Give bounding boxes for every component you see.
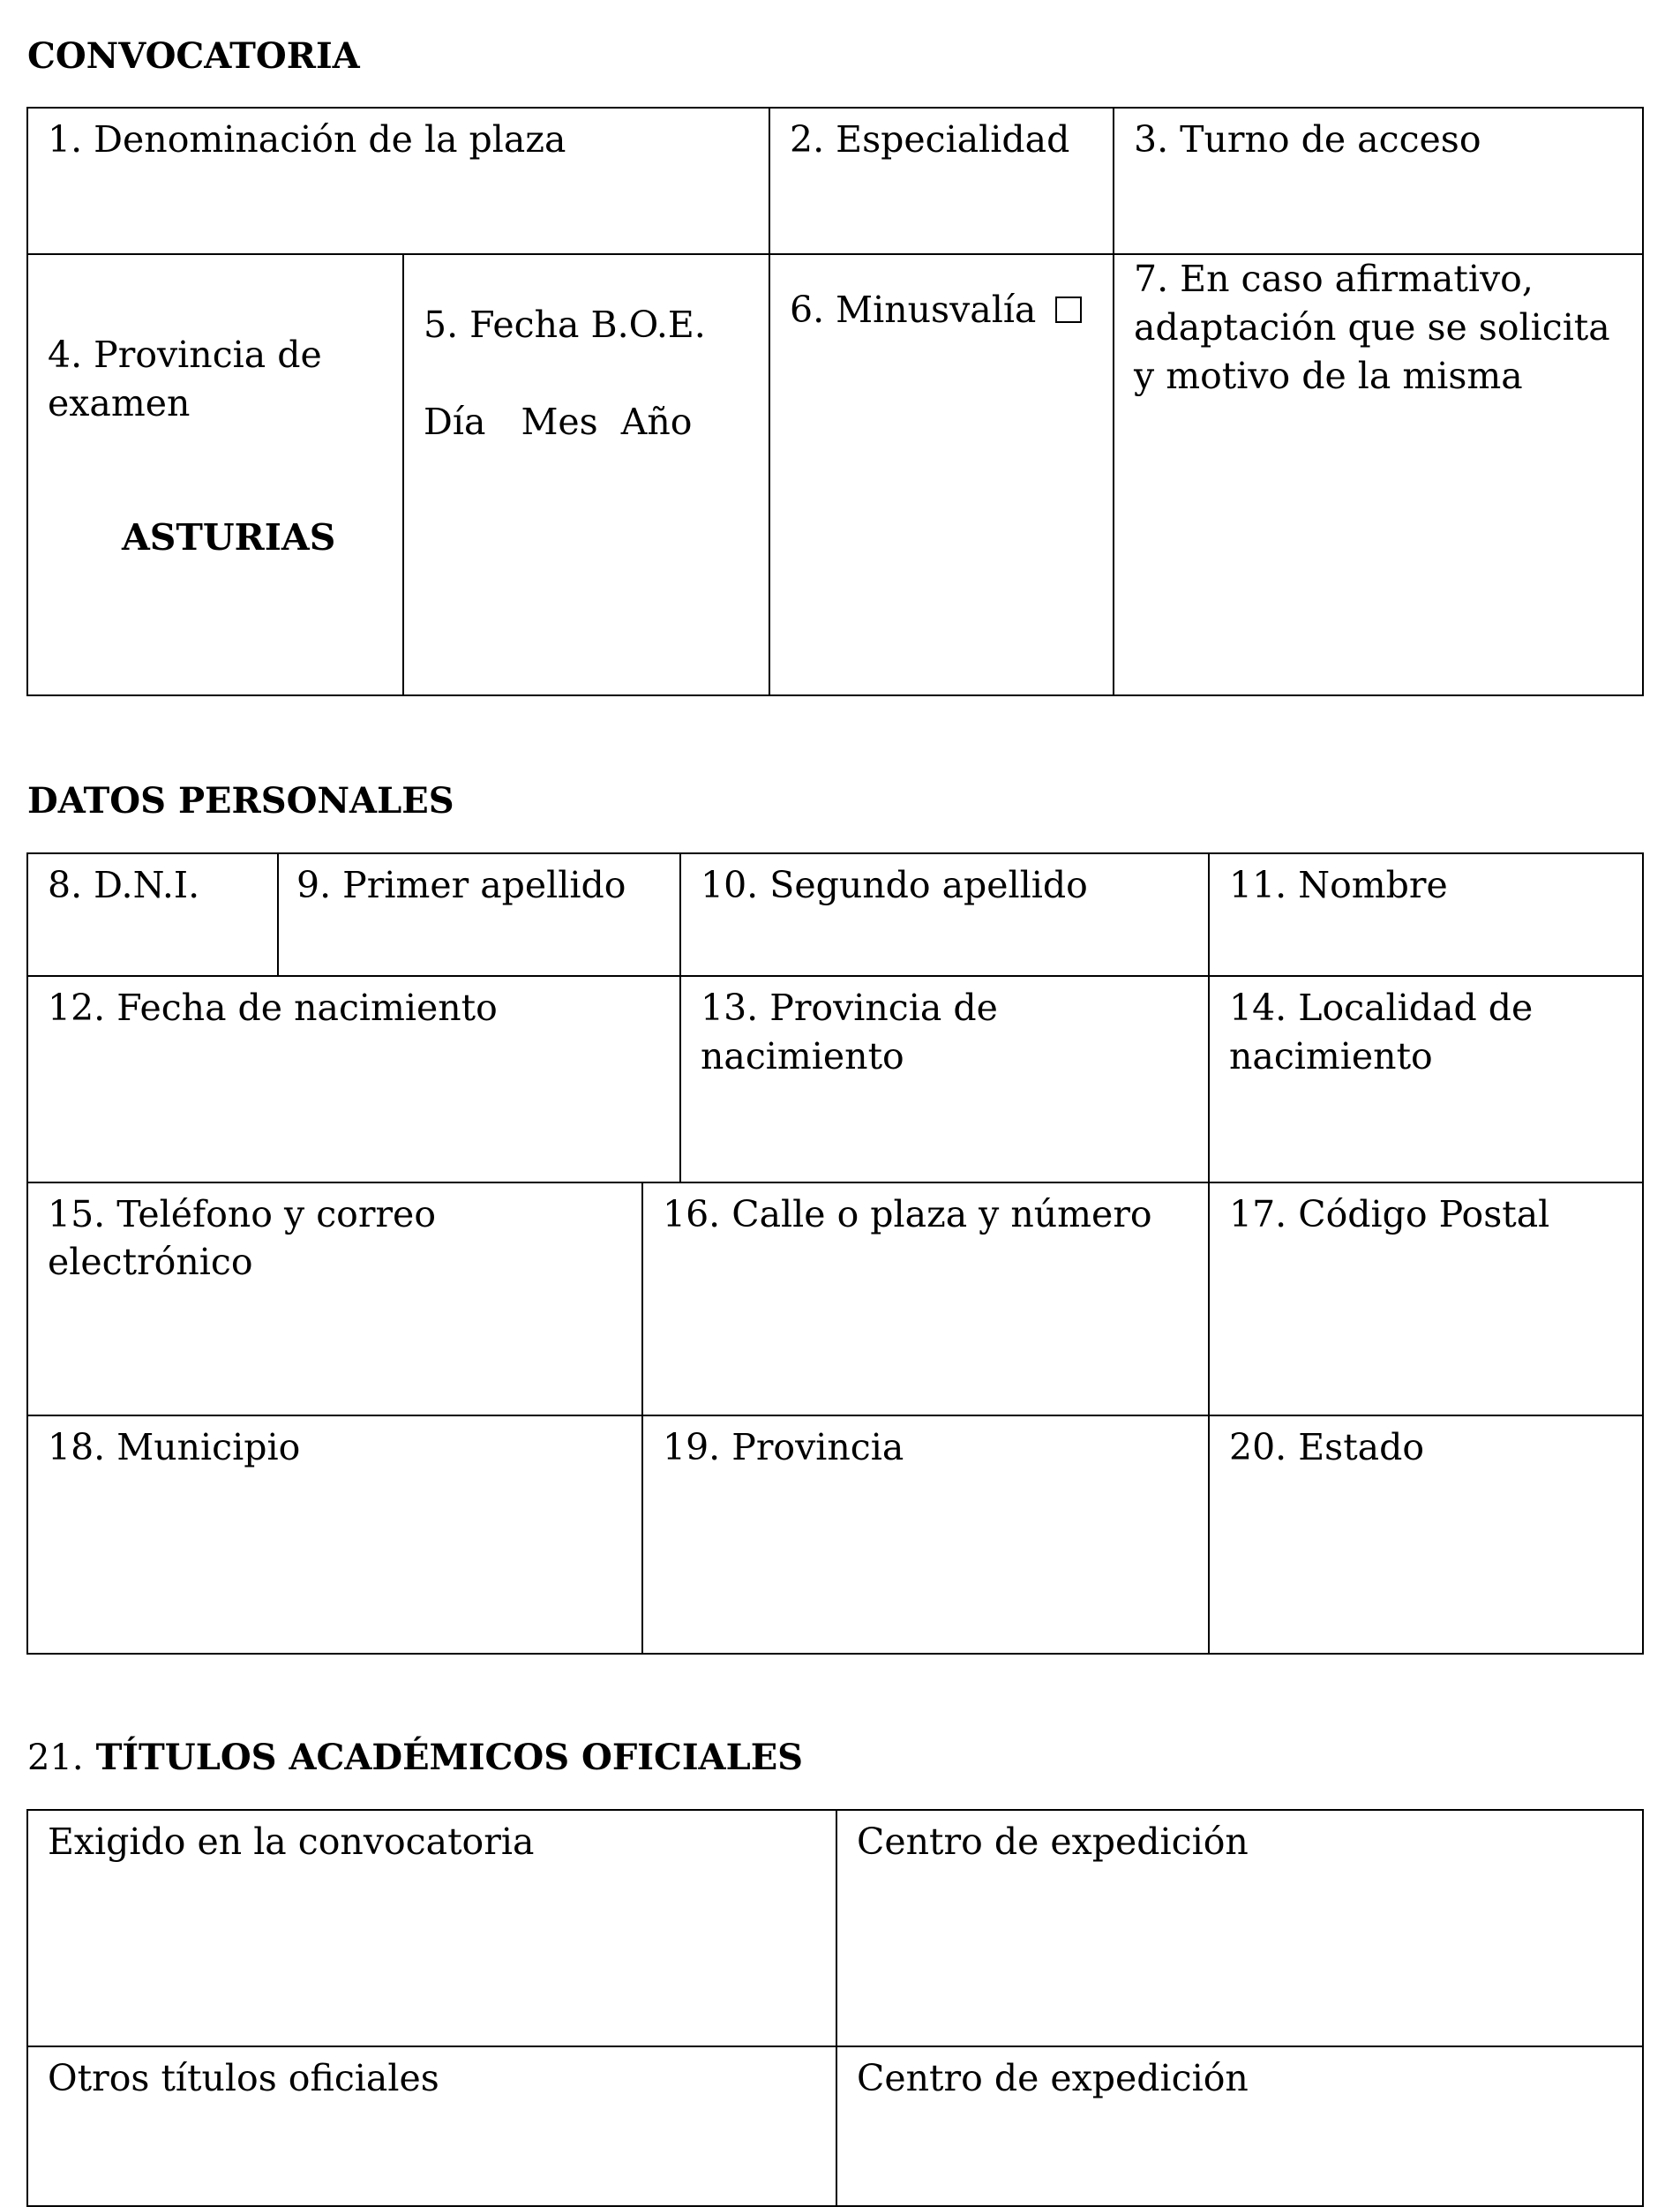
field-label: Centro de expedición [857,1820,1249,1863]
field-label: 7. En caso afirmativo, adaptación que se solicita y motivo de la misma [1134,258,1610,397]
field-label: 20. Estado [1229,1426,1425,1468]
field-label: Exigido en la convocatoria [48,1820,535,1863]
field-label: 6. Minusvalía [790,289,1037,331]
field-label: 16. Calle o plaza y número [663,1193,1152,1235]
fecha-anio-label: Año [620,401,693,443]
field-label: 19. Provincia [663,1426,904,1468]
convocatoria-heading: CONVOCATORIA [27,35,360,77]
field-provincia[interactable] [643,1416,1208,1653]
field-turno-acceso[interactable] [1114,109,1642,253]
field-label: 4. Provincia de examen [48,334,322,424]
field-primer-apellido[interactable] [279,854,679,975]
field-label: 9. Primer apellido [296,864,626,906]
field-label: 3. Turno de acceso [1134,118,1481,161]
field-label: 13. Provincia de nacimiento [701,987,998,1077]
field-fecha-boe[interactable] [404,255,769,694]
field-calle-numero[interactable] [643,1183,1208,1415]
field-localidad-nacimiento[interactable] [1210,977,1642,1182]
field-label: 10. Segundo apellido [701,864,1088,906]
field-centro-expedicion-2[interactable] [837,2047,1642,2197]
field-codigo-postal[interactable] [1210,1183,1642,1415]
field-label: 15. Teléfono y correo electrónico [48,1193,437,1283]
field-telefono-correo[interactable] [28,1183,641,1415]
field-especialidad[interactable] [770,109,1113,253]
fecha-dia-label: Día [424,401,486,443]
field-label: 8. D.N.I. [48,864,200,906]
field-adaptacion[interactable] [1114,255,1642,694]
datos-personales-heading: DATOS PERSONALES [27,780,454,822]
field-dni[interactable] [28,854,277,975]
field-label: 1. Denominación de la plaza [48,118,566,161]
titulos-heading-number: 21. [27,1738,84,1778]
titulos-heading [27,1737,804,1778]
fecha-boe-parts [424,398,749,447]
field-label: 18. Municipio [48,1426,301,1468]
field-segundo-apellido[interactable] [681,854,1208,975]
field-nombre[interactable] [1210,854,1642,975]
field-provincia-nacimiento[interactable] [681,977,1208,1182]
field-label: 12. Fecha de nacimiento [48,987,498,1029]
field-label: Centro de expedición [857,2057,1249,2099]
field-denominacion-plaza[interactable] [28,109,769,253]
fecha-mes-label: Mes [521,401,598,443]
field-label: 11. Nombre [1229,864,1448,906]
field-provincia-examen[interactable] [28,255,402,694]
field-fecha-nacimiento[interactable] [28,977,679,1182]
field-label: 17. Código Postal [1229,1193,1550,1235]
field-label: 2. Especialidad [790,118,1070,161]
field-municipio[interactable] [28,1416,641,1653]
field-titulo-exigido[interactable] [28,1811,836,2046]
field-label: 14. Localidad de nacimiento [1229,987,1534,1077]
field-minusvalia[interactable] [770,255,1113,694]
titulos-heading-text: TÍTULOS ACADÉMICOS OFICIALES [95,1737,804,1778]
field-otros-titulos[interactable] [28,2047,836,2197]
field-label: 5. Fecha B.O.E. [424,304,706,346]
provincia-examen-value: ASTURIAS [122,516,336,559]
field-centro-expedicion-1[interactable] [837,1811,1642,2046]
field-label: Otros títulos oficiales [48,2057,439,2099]
minusvalia-checkbox[interactable] [1055,297,1082,323]
field-estado[interactable] [1210,1416,1642,1653]
